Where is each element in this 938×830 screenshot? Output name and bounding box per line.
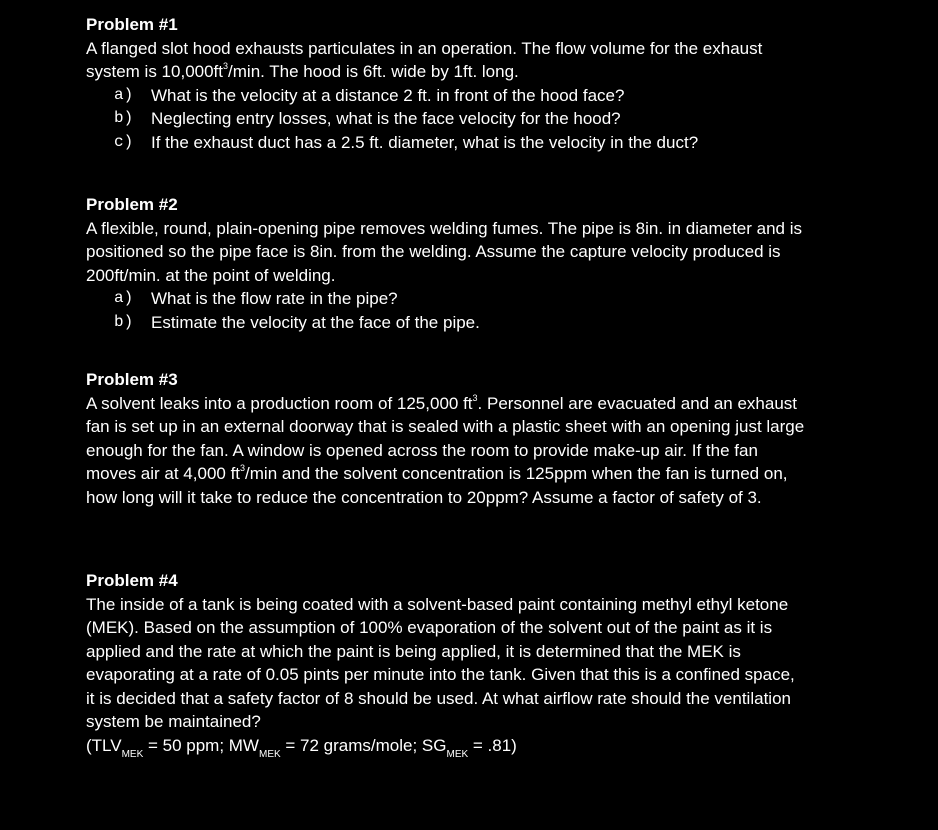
given-text: = 72 grams/mole; SG: [280, 735, 447, 755]
statement-text: A flanged slot hood exhausts particulates in an operation. The flow volume for the exhaust system is 10,000ft: [86, 38, 763, 81]
question-text: Neglecting entry losses, what is the face velocity for the hood?: [151, 109, 621, 128]
statement-text: A solvent leaks into a production room of 125,000 ft: [86, 393, 473, 413]
cubed-superscript: 3: [240, 463, 246, 473]
question-item: [114, 287, 806, 311]
problem-statement: [86, 392, 806, 510]
problem-title: Problem #3: [86, 370, 178, 389]
question-text: What is the velocity at a distance 2 ft. in front of the hood face?: [151, 85, 625, 105]
given-values: [86, 734, 806, 758]
question-list: [86, 84, 806, 155]
given-text: (TLV: [86, 735, 122, 755]
problem-statement: A flexible, round, plain-opening pipe removes welding fumes. The pipe is 8in. in diameter and is positioned so the pipe face is 8in. from the welding. Assume the capture velocity produced is 200ft/min. at the point of welding.: [86, 218, 802, 285]
question-item: [114, 311, 806, 335]
question-list: [86, 287, 806, 334]
cubed-superscript: 3: [223, 61, 229, 71]
given-text: = 50 ppm; MW: [143, 735, 259, 755]
mek-subscript: MEK: [446, 748, 469, 760]
question-text: If the exhaust duct has a 2.5 ft. diameter, what is the velocity in the duct?: [151, 132, 699, 152]
mek-subscript: MEK: [258, 748, 281, 760]
problem-4: [86, 569, 806, 760]
question-marker: b): [114, 312, 134, 331]
problem-title: Problem #4: [86, 571, 178, 590]
question-marker: c): [114, 132, 134, 151]
cubed-superscript: 3: [472, 392, 478, 403]
mek-subscript: MEK: [121, 748, 144, 760]
problem-title: Problem #1: [86, 15, 178, 34]
question-item: [114, 131, 806, 155]
question-text: What is the flow rate in the pipe?: [151, 289, 398, 308]
problem-title: Problem #2: [86, 195, 178, 214]
problem-3: [86, 368, 806, 509]
problem-statement: [86, 37, 806, 84]
problem-2: [86, 193, 806, 334]
question-text: Estimate the velocity at the face of the pipe.: [151, 312, 480, 332]
question-item: [114, 84, 806, 108]
question-marker: b): [114, 109, 134, 127]
given-text: = .81): [468, 735, 517, 755]
problem-statement: The inside of a tank is being coated with a solvent-based paint containing methyl ethyl ketone (MEK). Based on the assumption of 100% evaporation of the solvent out of the paint as it is applied and the rate at which the paint is being applied, it is determined that the MEK is evaporating at a rate of 0.05 pints per minute into the tank. Given that this is a confined space, it is decided that a safety factor of 8 should be used. At what airflow rate should the ventilation system be maintained?: [86, 594, 795, 731]
statement-text: . Personnel are evacuated and an exhaust fan is set up in an external doorway that is sealed with a plastic sheet with an opening just large enough for the fan. A window is opened across the room to provide make-up air. If the fan moves air at 4,000 ft: [86, 393, 805, 483]
statement-text: /min. The hood is 6ft. wide by 1ft. long.: [228, 62, 519, 81]
question-marker: a): [114, 289, 134, 307]
question-item: [114, 107, 806, 131]
problem-1: [86, 13, 806, 154]
statement-text: /min and the solvent concentration is 125ppm when the fan is turned on, how long will it take to reduce the concentration to 20ppm? Assume a factor of safety of 3.: [86, 464, 788, 507]
question-marker: a): [114, 85, 134, 104]
